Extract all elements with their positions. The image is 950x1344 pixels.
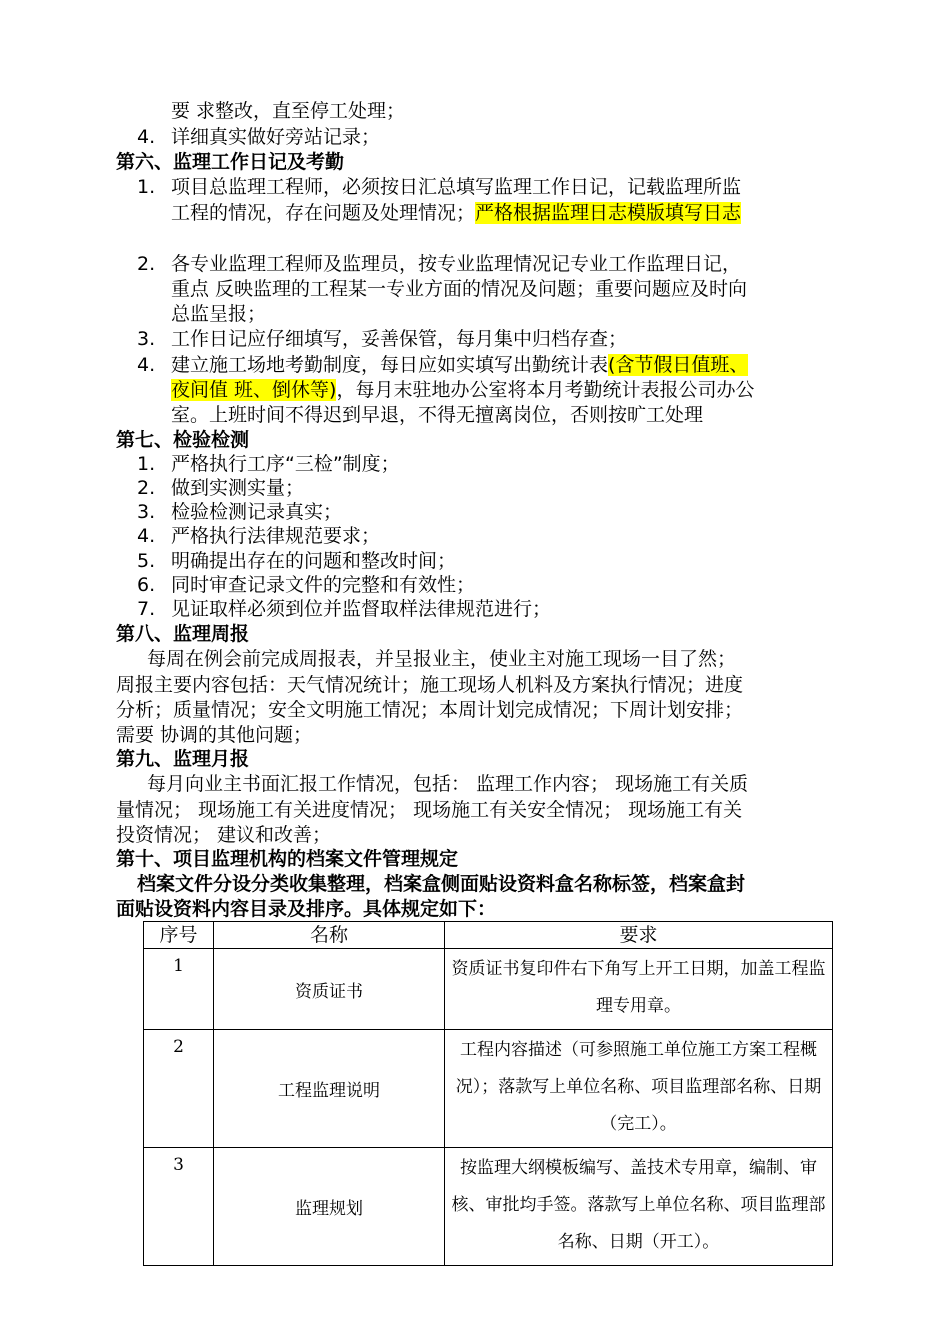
row-requirement: 工程内容描述（可参照施工单位施工方案工程概况）；落款写上单位名称、项目监理部名称、日期（完工）。: [445, 1030, 833, 1148]
paragraph-line: 档案文件分设分类收集整理，档案盒侧面贴设资料盒名称标签，档案盒封: [137, 873, 746, 895]
archive-rules-table: [143, 921, 833, 1266]
list-number: 4.: [137, 525, 156, 547]
list-number: 2.: [137, 253, 156, 275]
list-number: 1.: [137, 176, 156, 198]
paragraph-line: 周报主要内容包括：天气情况统计；施工现场人机料及方案执行情况；进度: [116, 674, 744, 696]
plain-text: 工程的情况，存在问题及处理情况；: [171, 202, 476, 224]
list-item-text: 重点 反映监理的工程某一专业方面的情况及问题；重要问题应及时向: [171, 278, 748, 300]
list-number: 3.: [137, 501, 156, 523]
row-requirement: 资质证书复印件右下角写上开工日期，加盖工程监理专用章。: [445, 949, 833, 1030]
section-6-heading: 第六、监理工作日记及考勤: [116, 151, 345, 173]
plain-text: ，每月末驻地办公室将本月考勤统计表报公司办公: [336, 379, 755, 401]
row-number: 2: [144, 1030, 214, 1148]
list-item-text: 工作日记应仔细填写，妥善保管，每月集中归档存查；: [171, 328, 628, 350]
paragraph-line: 投资情况； 建议和改善；: [116, 824, 332, 846]
paragraph-line: 面贴设资料内容目录及排序。具体规定如下：: [116, 898, 497, 920]
list-item-text: 详细真实做好旁站记录；: [171, 126, 381, 148]
paragraph-line: 每月向业主书面汇报工作情况，包括： 监理工作内容； 现场施工有关质: [147, 773, 749, 795]
paragraph-line: 需要 协调的其他问题；: [116, 724, 313, 746]
highlighted-text: (含节假日值班、: [608, 354, 749, 376]
list-item-text: 各专业监理工程师及监理员，按专业监理情况记专业工作监理日记，: [171, 253, 742, 275]
row-name: 资质证书: [214, 949, 445, 1030]
paragraph-line: 量情况； 现场施工有关进度情况； 现场施工有关安全情况； 现场施工有关: [116, 799, 743, 821]
list-item-text: 见证取样必须到位并监督取样法律规范进行；: [171, 598, 552, 620]
highlighted-text: 夜间值 班、倒休等): [171, 379, 337, 401]
paragraph-line: 分析；质量情况；安全文明施工情况；本周计划完成情况；下周计划安排；: [116, 699, 744, 721]
section-9-heading: 第九、监理月报: [116, 748, 250, 770]
list-item-text: 严格执行工序“三检”制度；: [171, 453, 400, 475]
list-number: 4.: [137, 354, 156, 376]
table-header-row: [144, 922, 833, 949]
list-item-text: 检验检测记录真实；: [171, 501, 343, 523]
row-name: 工程监理说明: [214, 1030, 445, 1148]
row-name: 监理规划: [214, 1148, 445, 1266]
list-number: 4.: [137, 126, 156, 148]
section-10-heading: 第十、项目监理机构的档案文件管理规定: [116, 848, 459, 870]
row-number: 3: [144, 1148, 214, 1266]
paragraph-line: 每周在例会前完成周报表，并呈报业主，使业主对施工现场一目了然；: [147, 648, 737, 670]
list-number: 1.: [137, 453, 156, 475]
section-8-heading: 第八、监理周报: [116, 623, 250, 645]
table-row: [144, 1030, 833, 1148]
list-item-text: 做到实测实量；: [171, 477, 305, 499]
list-number: 6.: [137, 574, 156, 596]
plain-text: 建立施工场地考勤制度，每日应如实填写出勤统计表: [171, 354, 609, 376]
list-item-text: 总监呈报；: [171, 303, 267, 325]
list-item-text: 严格执行法律规范要求；: [171, 525, 381, 547]
header-requirement: 要求: [445, 922, 833, 949]
table-row: [144, 949, 833, 1030]
header-name: 名称: [214, 922, 445, 949]
list-item-text: 明确提出存在的问题和整改时间；: [171, 550, 457, 572]
list-number: 7.: [137, 598, 156, 620]
table-row: [144, 1148, 833, 1266]
row-requirement: 按监理大纲模板编写、盖技术专用章，编制、审核、审批均手签。落款写上单位名称、项目监理部名称、日期（开工）。: [445, 1148, 833, 1266]
highlighted-text: 严格根据监理日志模版填写日志: [475, 202, 742, 224]
header-no: 序号: [144, 922, 214, 949]
row-number: 1: [144, 949, 214, 1030]
list-number: 2.: [137, 477, 156, 499]
list-item-text: 项目总监理工程师，必须按日汇总填写监理工作日记，记载监理所监: [171, 176, 742, 198]
section-7-heading: 第七、检验检测: [116, 429, 250, 451]
list-number: 3.: [137, 328, 156, 350]
list-item-text: 室。上班时间不得迟到早退，不得无擅离岗位，否则按旷工处理: [171, 404, 704, 426]
list-item-text: 同时审查记录文件的完整和有效性；: [171, 574, 476, 596]
list-number: 5.: [137, 550, 156, 572]
list-item-text: [171, 352, 748, 378]
continuation-line: 要 求整改，直至停工处理；: [171, 100, 406, 122]
list-item-text: [171, 200, 741, 226]
list-item-text: [171, 377, 754, 403]
